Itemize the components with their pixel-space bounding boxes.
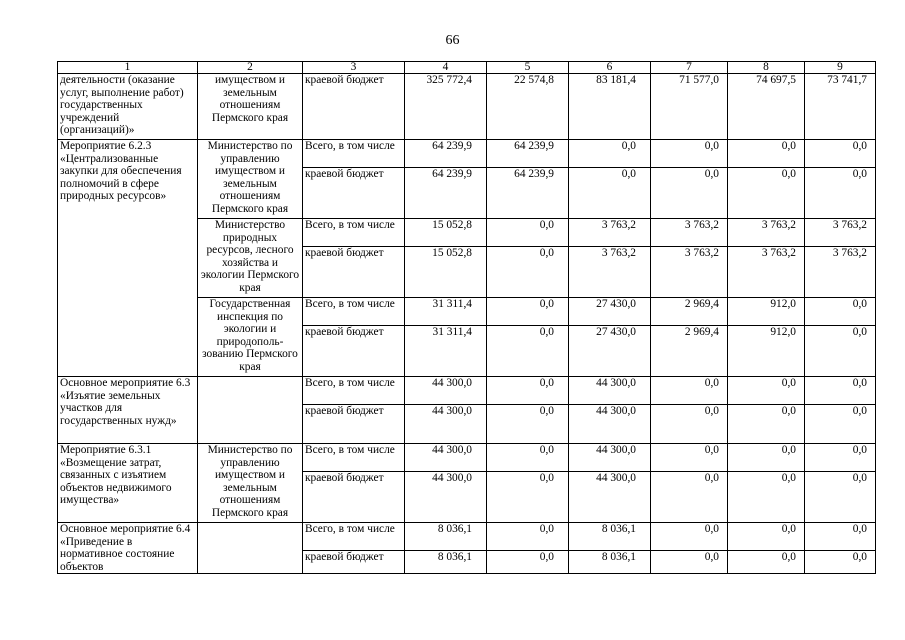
amount-cell: 0,0 (728, 168, 805, 219)
amount-cell: 3 763,2 (805, 219, 876, 247)
amount-cell: 0,0 (805, 551, 876, 574)
amount-cell: 73 741,7 (805, 74, 876, 140)
funding-source-cell: краевой бюджет (303, 472, 405, 523)
amount-cell: 0,0 (651, 523, 728, 551)
amount-cell: 3 763,2 (569, 219, 651, 247)
funding-source-cell: краевой бюджет (303, 247, 405, 298)
header-cell: 8 (728, 62, 805, 74)
header-cell: 1 (58, 62, 198, 74)
funding-source-cell: Всего, в том числе (303, 298, 405, 326)
amount-cell: 83 181,4 (569, 74, 651, 140)
funding-source-cell: Всего, в том числе (303, 523, 405, 551)
amount-cell: 912,0 (728, 298, 805, 326)
activity-name-cell: Мероприятие 6.2.3 «Централизованные закупки для обеспечения полномочий в сфере природных ресурсов» (58, 140, 198, 377)
amount-cell: 0,0 (651, 140, 728, 168)
amount-cell: 0,0 (487, 523, 569, 551)
table-row (58, 74, 876, 140)
header-cell: 5 (487, 62, 569, 74)
activity-name-cell: Основное мероприятие 6.4 «Приведение в нормативное состояние объектов (58, 523, 198, 574)
activity-name-cell: Основное мероприятие 6.3 «Изъятие земельных участков для государственных нужд» (58, 377, 198, 444)
amount-cell: 0,0 (728, 405, 805, 444)
amount-cell: 8 036,1 (569, 551, 651, 574)
amount-cell: 0,0 (805, 472, 876, 523)
amount-cell: 0,0 (805, 377, 876, 405)
amount-cell: 0,0 (569, 168, 651, 219)
amount-cell: 0,0 (805, 168, 876, 219)
amount-cell: 0,0 (487, 405, 569, 444)
table-row (58, 377, 876, 405)
table-row (58, 140, 876, 168)
header-cell: 3 (303, 62, 405, 74)
amount-cell: 44 300,0 (569, 405, 651, 444)
amount-cell: 15 052,8 (405, 219, 487, 247)
amount-cell: 8 036,1 (405, 523, 487, 551)
amount-cell: 0,0 (487, 551, 569, 574)
page-number: 66 (445, 33, 460, 48)
funding-source-cell: краевой бюджет (303, 326, 405, 377)
executor-cell: Государственная инспекция по экологии и природополь-зованию Пермского края (198, 298, 303, 377)
executor-cell (198, 377, 303, 444)
header-cell: 2 (198, 62, 303, 74)
amount-cell: 0,0 (728, 551, 805, 574)
amount-cell: 0,0 (487, 377, 569, 405)
amount-cell: 44 300,0 (405, 405, 487, 444)
amount-cell: 0,0 (651, 405, 728, 444)
amount-cell: 31 311,4 (405, 326, 487, 377)
amount-cell: 0,0 (651, 444, 728, 472)
amount-cell: 74 697,5 (728, 74, 805, 140)
executor-cell: Министерство по управлению имуществом и земельным отношениям Пермского края (198, 140, 303, 219)
amount-cell: 44 300,0 (569, 444, 651, 472)
amount-cell: 0,0 (569, 140, 651, 168)
amount-cell: 15 052,8 (405, 247, 487, 298)
amount-cell: 3 763,2 (728, 247, 805, 298)
amount-cell: 0,0 (487, 444, 569, 472)
amount-cell: 8 036,1 (405, 551, 487, 574)
amount-cell: 0,0 (487, 298, 569, 326)
amount-cell: 0,0 (805, 298, 876, 326)
amount-cell: 0,0 (651, 551, 728, 574)
amount-cell: 44 300,0 (569, 377, 651, 405)
table-body (58, 62, 876, 574)
funding-source-cell: краевой бюджет (303, 551, 405, 574)
amount-cell: 0,0 (728, 444, 805, 472)
amount-cell: 0,0 (651, 377, 728, 405)
amount-cell: 0,0 (728, 140, 805, 168)
table-row (58, 523, 876, 551)
amount-cell: 27 430,0 (569, 326, 651, 377)
amount-cell: 64 239,9 (487, 140, 569, 168)
amount-cell: 64 239,9 (405, 168, 487, 219)
amount-cell: 2 969,4 (651, 326, 728, 377)
amount-cell: 0,0 (728, 523, 805, 551)
amount-cell: 44 300,0 (405, 444, 487, 472)
executor-cell (198, 523, 303, 574)
table-row (58, 444, 876, 472)
amount-cell: 64 239,9 (405, 140, 487, 168)
amount-cell: 0,0 (487, 472, 569, 523)
amount-cell: 0,0 (805, 140, 876, 168)
amount-cell: 71 577,0 (651, 74, 728, 140)
funding-source-cell: Всего, в том числе (303, 444, 405, 472)
executor-cell: имуществом и земельным отношениям Пермского края (198, 74, 303, 140)
amount-cell: 0,0 (805, 523, 876, 551)
funding-source-cell: Всего, в том числе (303, 219, 405, 247)
executor-cell: Министерство по управлению имуществом и земельным отношениям Пермского края (198, 444, 303, 523)
amount-cell: 3 763,2 (651, 247, 728, 298)
header-cell: 9 (805, 62, 876, 74)
amount-cell: 0,0 (805, 326, 876, 377)
amount-cell: 0,0 (728, 377, 805, 405)
amount-cell: 0,0 (651, 168, 728, 219)
amount-cell: 0,0 (651, 472, 728, 523)
amount-cell: 325 772,4 (405, 74, 487, 140)
amount-cell: 3 763,2 (569, 247, 651, 298)
amount-cell: 3 763,2 (728, 219, 805, 247)
amount-cell: 912,0 (728, 326, 805, 377)
activity-name-cell: деятельности (оказание услуг, выполнение работ) государственных учреждений (организаций)» (58, 74, 198, 140)
executor-cell: Министерство природных ресурсов, лесного хозяйства и экологии Пермского края (198, 219, 303, 298)
amount-cell: 0,0 (805, 405, 876, 444)
amount-cell: 0,0 (487, 247, 569, 298)
amount-cell: 3 763,2 (651, 219, 728, 247)
amount-cell: 3 763,2 (805, 247, 876, 298)
funding-source-cell: краевой бюджет (303, 405, 405, 444)
amount-cell: 44 300,0 (569, 472, 651, 523)
amount-cell: 64 239,9 (487, 168, 569, 219)
funding-source-cell: краевой бюджет (303, 168, 405, 219)
budget-table (57, 61, 876, 574)
amount-cell: 27 430,0 (569, 298, 651, 326)
funding-source-cell: Всего, в том числе (303, 377, 405, 405)
amount-cell: 8 036,1 (569, 523, 651, 551)
funding-source-cell: краевой бюджет (303, 74, 405, 140)
amount-cell: 2 969,4 (651, 298, 728, 326)
header-row (58, 62, 876, 74)
header-cell: 7 (651, 62, 728, 74)
amount-cell: 44 300,0 (405, 377, 487, 405)
funding-source-cell: Всего, в том числе (303, 140, 405, 168)
header-cell: 6 (569, 62, 651, 74)
activity-name-cell: Мероприятие 6.3.1 «Возмещение затрат, связанных с изъятием объектов недвижимого имущества» (58, 444, 198, 523)
header-cell: 4 (405, 62, 487, 74)
amount-cell: 0,0 (487, 326, 569, 377)
amount-cell: 22 574,8 (487, 74, 569, 140)
amount-cell: 0,0 (728, 472, 805, 523)
amount-cell: 31 311,4 (405, 298, 487, 326)
amount-cell: 0,0 (805, 444, 876, 472)
amount-cell: 44 300,0 (405, 472, 487, 523)
amount-cell: 0,0 (487, 219, 569, 247)
